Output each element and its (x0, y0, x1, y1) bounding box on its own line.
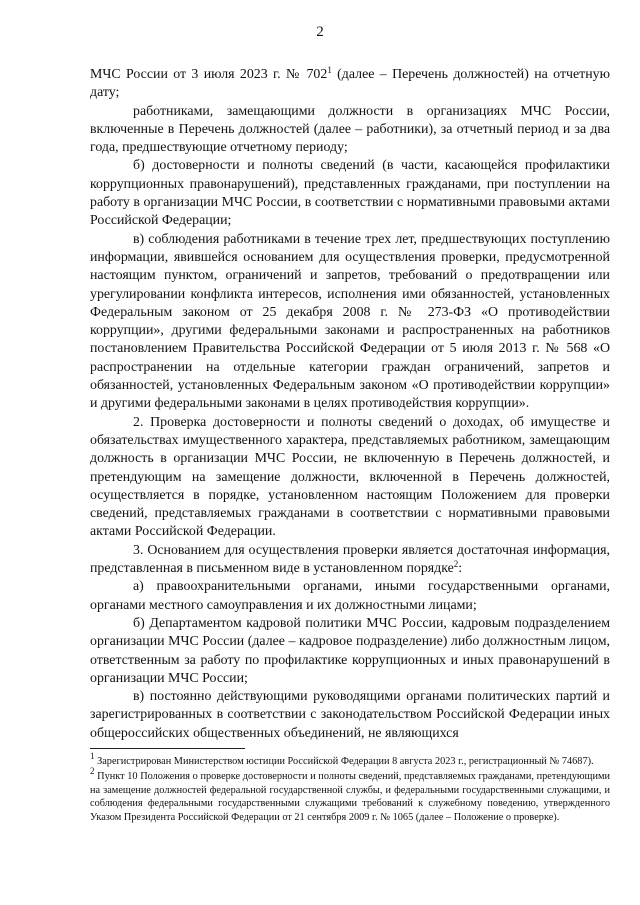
paragraph: а) правоохранительными органами, иными государственными органами, органами местного самоуправления и их должностными лицами; (90, 579, 610, 613)
paragraph-text-continued: (далее – Перечень должностей) на отчетную дату; (90, 67, 610, 101)
page-number: 2 (316, 24, 324, 40)
footnote-text: Зарегистрирован Министерством юстиции Российской Федерации 8 августа 2023 г., регистрационный № 74687). (97, 756, 594, 767)
paragraph: 2. Проверка достоверности и полноты сведений о доходах, об имуществе и обязательствах имущественного характера, представляемых работником, замещающим должность в организации МЧС России, не включенную в Перечень должностей, и претендующим на замещение должности, включенной в Перечень должностей, осуществляется в порядке, установленном настоящим Положением для проверки сведений, представляемых гражданами в соответствии с нормативными правовыми актами Российской Федерации. (90, 414, 610, 540)
paragraph: в) постоянно действующими руководящими органами политических партий и зарегистрированных в соответствии с законодательством Российской Федерации иных общероссийских общественных объединений, не являющихся (90, 689, 610, 741)
footnote-separator (90, 748, 245, 749)
footnote (90, 766, 610, 824)
paragraph: б) Департаментом кадровой политики МЧС России, кадровым подразделением организации МЧС России (далее – кадровое подразделение) либо должностным лицом, ответственным за работу по профилактике коррупционных и иных правонарушений в организации МЧС России; (90, 615, 610, 686)
footnote-mark: 1 (90, 751, 95, 761)
footnote-text: Пункт 10 Положения о проверке достоверности и полноты сведений, представляемых гражданами, претендующими на замещение должностей федеральной государственной службы, и федеральными государственными служащими, и соблюдения федеральными государственными служащими требований к служебному поведению, утвержденного Указом Президента Российской Федерации от 21 сентября 2009 г. № 1065 (далее – Положение о проверке). (90, 771, 610, 823)
paragraph: работниками, замещающими должности в организациях МЧС России, включенные в Перечень должностей (далее – работники), за отчетный период и за два года, предшествующие отчетному периоду; (90, 103, 610, 156)
footnote-mark: 2 (90, 766, 95, 777)
footnote-ref: 1 (327, 65, 332, 75)
paragraph (90, 542, 610, 579)
footnotes (90, 751, 610, 826)
paragraph-text-continued: : (458, 561, 463, 577)
paragraph-text: 3. Основанием для осуществления проверки является достаточная информация, представленная в письменном виде в установленном порядке (90, 542, 610, 577)
paragraph-text: МЧС России от 3 июля 2023 г. № 702 (90, 67, 328, 82)
paragraph: б) достоверности и полноты сведений (в части, касающейся профилактики коррупционных правонарушений), представленных гражданами, при поступлении на работу в организации МЧС России, в соответствии с нормативными правовыми актами Российской Федерации; (90, 158, 610, 229)
paragraph (90, 66, 610, 103)
footnote-ref: 2 (453, 559, 459, 570)
main-text (90, 66, 610, 743)
footnote (90, 751, 610, 768)
paragraph: в) соблюдения работниками в течение трех лет, предшествующих поступлению информации, явившейся основанием для осуществления проверки, предусмотренной настоящим пунктом, ограничений и запретов, требований о предотвращении или урегулировании конфликта интересов, исполнения ими обязанностей, установленных Федеральным законом от 25 декабря 2008 г. № 273-ФЗ «О противодействии коррупции», другими федеральными законами и распространенных на работников постановлением Правительства Российской Федерации от 5 июля 2013 г. № 568 «О распространении на отдельные категории граждан ограничений, запретов и обязанностей, установленных Федеральным законом «О противодействии коррупции» и другими федеральными законами в целях противодействия коррупции». (90, 231, 610, 412)
